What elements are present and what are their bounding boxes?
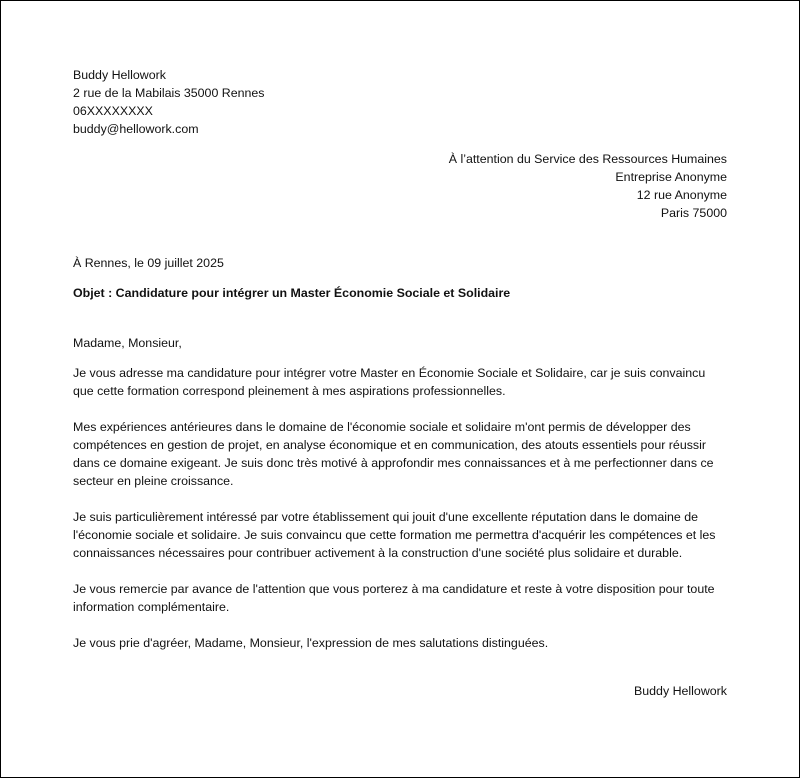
recipient-company: Entreprise Anonyme (615, 170, 727, 184)
body-paragraph-2: Mes expériences antérieures dans le domaine de l'économie sociale et solidaire m'ont permis de développer des compétences en gestion de projet, en analyse économique et en communication, des atouts essentiels pour réussir dans ce domaine exigeant. Je suis donc très motivé à approfondir mes connaissances et à me perfectionner dans ce secteur en pleine croissance. (73, 420, 714, 488)
recipient-block (73, 150, 727, 222)
closing-formula: Je vous prie d'agréer, Madame, Monsieur, l'expression de mes salutations distinguées. (73, 636, 549, 650)
sender-block (73, 66, 727, 138)
sender-name: Buddy Hellowork (73, 68, 166, 82)
sender-phone: 06XXXXXXXX (73, 104, 153, 118)
recipient-attention: À l’attention du Service des Ressources Humaines (448, 152, 727, 166)
sender-email: buddy@hellowork.com (73, 122, 199, 136)
subject-line: Objet : Candidature pour intégrer un Master Économie Sociale et Solidaire (73, 286, 511, 300)
salutation: Madame, Monsieur, (73, 336, 182, 350)
sender-address: 2 rue de la Mabilais 35000 Rennes (73, 86, 265, 100)
recipient-city: Paris 75000 (660, 206, 727, 220)
body-paragraph-1: Je vous adresse ma candidature pour intégrer votre Master en Économie Sociale et Solidaire, car je suis convaincu que cette formation correspond pleinement à mes aspirations professionnelles. (73, 366, 706, 398)
signature: Buddy Hellowork (634, 684, 727, 698)
letter-content (73, 66, 727, 700)
date-line: À Rennes, le 09 juillet 2025 (73, 256, 224, 270)
body-paragraph-4: Je vous remercie par avance de l'attention que vous porterez à ma candidature et reste à votre disposition pour toute information complémentaire. (73, 582, 715, 614)
body-paragraph-3: Je suis particulièrement intéressé par votre établissement qui jouit d'une excellente réputation dans le domaine de l'économie sociale et solidaire. Je suis convaincu que cette formation me permettra d'acquérir les compétences et les connaissances nécessaires pour contribuer activement à la construction d'une société plus solidaire et durable. (73, 510, 716, 560)
recipient-street: 12 rue Anonyme (636, 188, 727, 202)
